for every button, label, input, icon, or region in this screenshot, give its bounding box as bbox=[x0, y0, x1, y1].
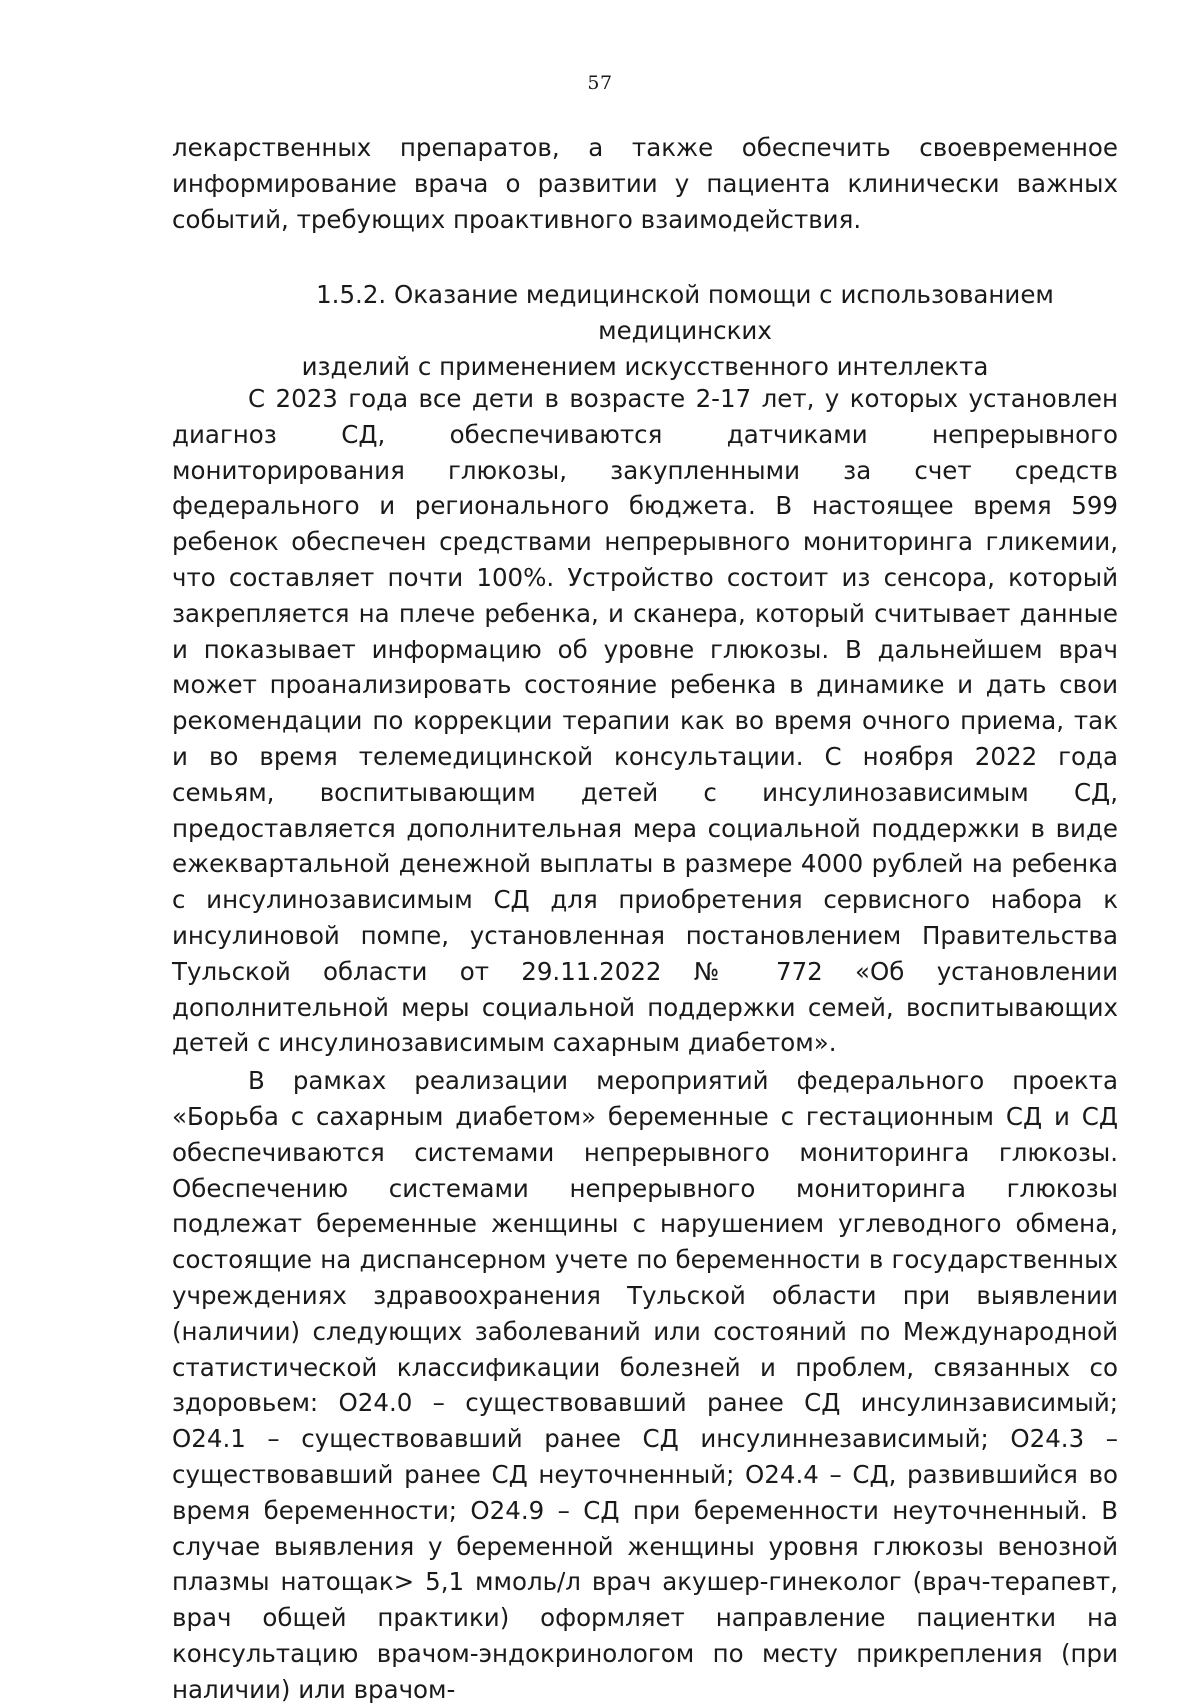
body-paragraph-2: В рамках реализации мероприятий федерального проекта «Борьба с сахарным диабетом» беременные с гестационным СД и СД обеспечиваются системами непрерывного мониторинга глюкозы. Обеспечению системами непрерывного мониторинга глюкозы подлежат беременные женщины с нарушением углеводного обмена, состоящие на диспансерном учете по беременности в государственных учреждениях здравоохранения Тульской области при выявлении (наличии) следующих заболеваний или состояний по Международной статистической классификации болезней и проблем, связанных со здоровьем: O24.0 – существовавший ранее СД инсулинзависимый; O24.1 – существовавший ранее СД инсулиннезависимый; O24.3 – существовавший ранее СД неуточненный; O24.4 – СД, развившийся во время беременности; O24.9 – СД при беременности неуточненный. В случае выявления у беременной женщины уровня глюкозы венозной плазмы натощак> 5,1 ммоль/л врач акушер-гинеколог (врач-терапевт, врач общей практики) оформляет направление пациентки на консультацию врачом-эндокринологом по месту прикрепления (при наличии) или врачом- bbox=[172, 1066, 1118, 1704]
page-number: 57 bbox=[587, 72, 613, 94]
section-heading bbox=[172, 277, 1118, 385]
intro-paragraph: лекарственных препаратов, а также обеспечить своевременное информирование врача о развитии у пациента клинически важных событий, требующих проактивного взаимодействия. bbox=[172, 133, 1118, 234]
body-text bbox=[172, 381, 1118, 1707]
intro-block bbox=[172, 130, 1118, 237]
section-heading-line-1: 1.5.2. Оказание медицинской помощи с использованием медицинских bbox=[316, 280, 1054, 345]
section-heading-line-2: изделий с применением искусственного интеллекта bbox=[301, 352, 989, 381]
body-paragraph-1: С 2023 года все дети в возрасте 2-17 лет, у которых установлен диагноз СД, обеспечиваются датчиками непрерывного мониторирования глюкозы, закупленными за счет средств федерального и регионального бюджета. В настоящее время 599 ребенок обеспечен средствами непрерывного мониторинга гликемии, что составляет почти 100%. Устройство состоит из сенсора, который закрепляется на плече ребенка, и сканера, который считывает данные и показывает информацию об уровне глюкозы. В дальнейшем врач может проанализировать состояние ребенка в динамике и дать свои рекомендации по коррекции терапии как во время очного приема, так и во время телемедицинской консультации. С ноября 2022 года семьям, воспитывающим детей с инсулинозависимым СД, предоставляется дополнительная мера социальной поддержки в виде ежеквартальной денежной выплаты в размере 4000 рублей на ребенка с инсулинозависимым СД для приобретения сервисного набора к инсулиновой помпе, установленная постановлением Правительства Тульской области от 29.11.2022 № 772 «Об установлении дополнительной меры социальной поддержки семей, воспитывающих детей с инсулинозависимым сахарным диабетом». bbox=[172, 384, 1118, 1058]
